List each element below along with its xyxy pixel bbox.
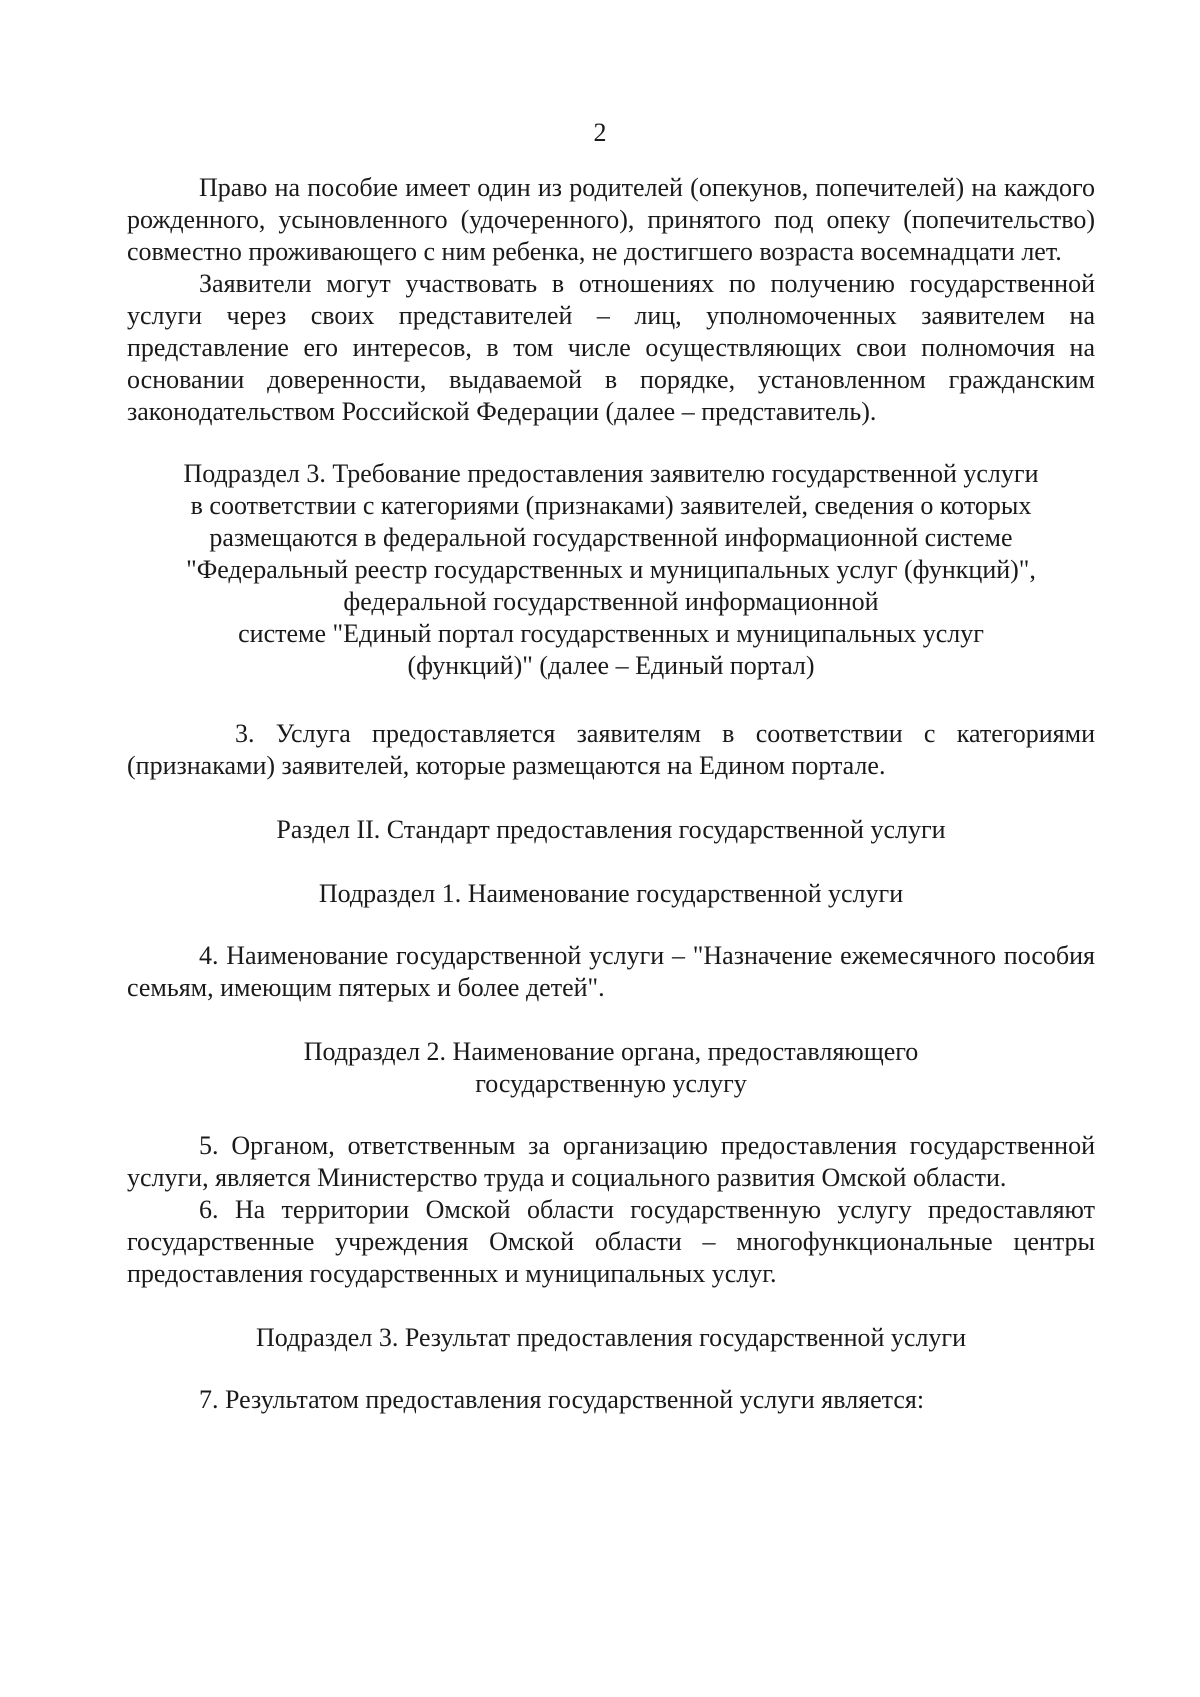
heading-subsection-2-body [127, 1036, 1095, 1100]
paragraph-3-categories: 3. Услуга предоставляется заявителям в соответствии с категориями (признаками) заявителей, которые размещаются на Едином портале. [127, 719, 1095, 780]
heading-line: "Федеральный реестр государственных и муниципальных услуг (функций)", [186, 555, 1036, 584]
page-number: 2 [593, 118, 607, 147]
document-body [127, 172, 1095, 1416]
heading-line: системе "Единый портал государственных и муниципальных услуг [238, 619, 984, 648]
heading-line: федеральной государственной информационной [343, 587, 879, 616]
heading-subsection-3-requirements [127, 458, 1095, 682]
paragraph-representatives: Заявители могут участвовать в отношениях по получению государственной услуги через своих представителей – лиц, уполномоченных заявителем на представление его интересов, в том числе осуществляющих свои полномочия на основании доверенности, выдаваемой в порядке, установленном гражданским законодательством Российской Федерации (далее – представитель). [127, 269, 1095, 426]
paragraph-benefit-right: Право на пособие имеет один из родителей (опекунов, попечителей) на каждого рожденного, усыновленного (удочеренного), принятого под опеку (попечительство) совместно проживающего с ним ребенка, не достигшего возраста восемнадцати лет. [127, 173, 1095, 266]
paragraph-4-service-name: 4. Наименование государственной услуги – "Назначение ежемесячного пособия семьям, имеющим пятерых и более детей". [127, 941, 1095, 1002]
heading-section-2: Раздел II. Стандарт предоставления государственной услуги [276, 815, 946, 844]
heading-subsection-3-result: Подраздел 3. Результат предоставления государственной услуги [255, 1323, 967, 1352]
heading-line: государственную услугу [475, 1069, 747, 1098]
heading-line: в соответствии с категориями (признаками) заявителей, сведения о которых [190, 491, 1032, 520]
heading-line: Подраздел 3. Требование предоставления заявителю государственной услуги [183, 459, 1039, 488]
heading-line: (функций)" (далее – Единый портал) [407, 651, 815, 680]
paragraph-5-responsible-body: 5. Органом, ответственным за организацию предоставления государственной услуги, является Министерство труда и социального развития Омской области. [127, 1131, 1095, 1192]
paragraph-6-mfc: 6. На территории Омской области государственную услугу предоставляют государственные учреждения Омской области – многофункциональные центры предоставления государственных и муниципальных услуг. [127, 1195, 1095, 1288]
paragraph-7-result: 7. Результатом предоставления государственной услуги является: [199, 1385, 925, 1414]
heading-line: размещаются в федеральной государственной информационной системе [209, 523, 1013, 552]
heading-line: Подраздел 2. Наименование органа, предоставляющего [303, 1037, 919, 1066]
heading-subsection-1-name: Подраздел 1. Наименование государственной услуги [318, 879, 904, 908]
